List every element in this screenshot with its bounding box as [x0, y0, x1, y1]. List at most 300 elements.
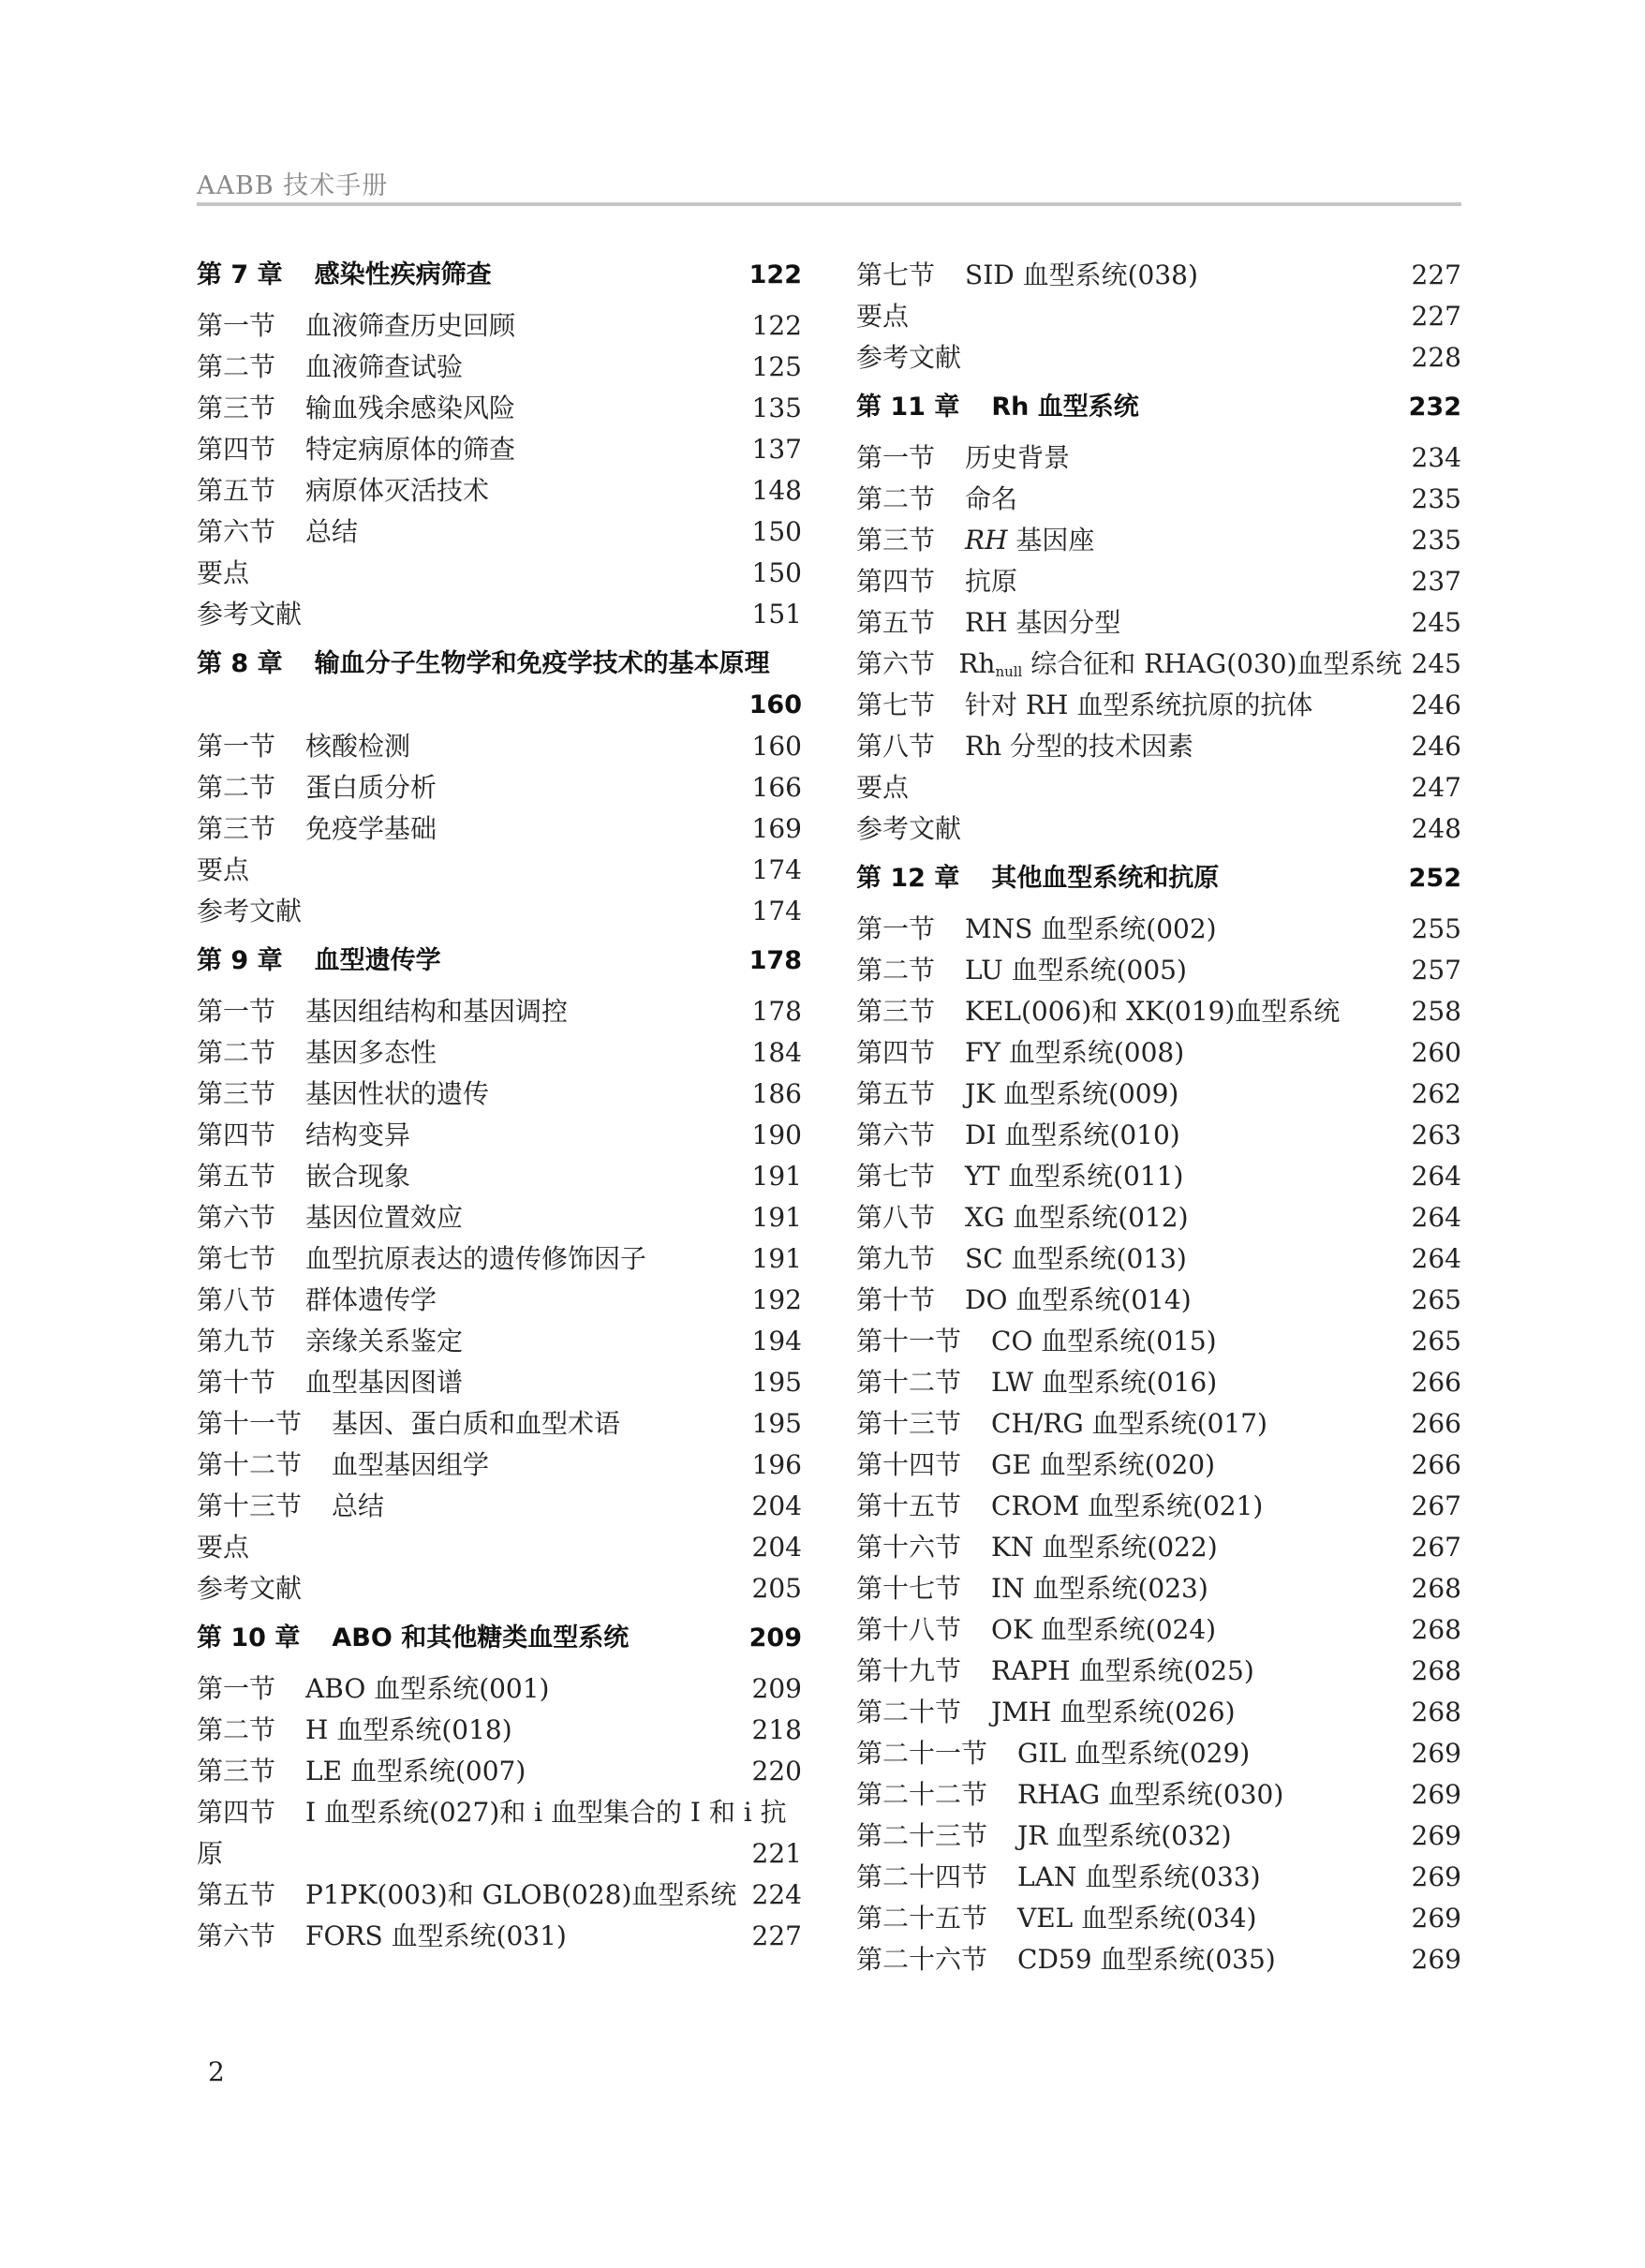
section-number: 第十二节: [197, 1449, 303, 1480]
chapter-number: 第 12 章: [856, 864, 960, 893]
toc-section-entry[interactable]: [197, 1238, 802, 1280]
toc-chapter-entry[interactable]: [856, 387, 1461, 428]
toc-section-entry[interactable]: [197, 1156, 802, 1197]
section-heading: [856, 1609, 1216, 1651]
italic-gene-name: RH: [965, 525, 1008, 556]
section-title: 基因位置效应: [305, 1202, 464, 1233]
section-title: LAN 血型系统(033): [1017, 1861, 1261, 1892]
toc-section-entry[interactable]: [856, 1115, 1461, 1156]
chapter-title: ABO 和其他糖类血型系统: [332, 1623, 630, 1653]
page-ref: 209: [748, 1623, 802, 1653]
section-number: 第二十五节: [856, 1903, 988, 1934]
toc-section-entry[interactable]: [856, 1527, 1461, 1568]
page-ref: 267: [1411, 1532, 1461, 1563]
toc-section-entry[interactable]: [197, 1032, 802, 1074]
page-ref: 194: [751, 1326, 802, 1356]
section-number: 第二十节: [856, 1697, 962, 1727]
page-ref: 268: [1411, 1697, 1461, 1727]
section-title: KN 血型系统(022): [991, 1532, 1218, 1563]
page-ref: 191: [751, 1243, 802, 1274]
section-title: 血型抗原表达的遗传修饰因子: [305, 1243, 647, 1274]
section-title: 基因、蛋白质和血型术语: [332, 1408, 621, 1439]
entry-title: 要点: [197, 557, 250, 588]
toc-section-entry[interactable]: [197, 429, 802, 470]
page-ref: 262: [1411, 1078, 1461, 1109]
section-title: DI 血型系统(010): [965, 1119, 1180, 1150]
toc-section-entry[interactable]: [856, 1074, 1461, 1115]
toc-section-entry[interactable]: [856, 1280, 1461, 1321]
section-heading: [197, 1321, 463, 1362]
toc-plain-entry[interactable]: [197, 850, 802, 891]
toc-section-entry[interactable]: [197, 1362, 802, 1403]
chapter-title: 血型遗传学: [314, 946, 441, 975]
section-number: 第八节: [197, 1284, 276, 1315]
chapter-number: 第 8 章: [197, 649, 283, 678]
section-title: LW 血型系统(016): [991, 1367, 1218, 1398]
section-number: 第十六节: [856, 1532, 962, 1563]
toc-section-entry[interactable]: [197, 470, 802, 511]
section-number: 第二十四节: [856, 1861, 988, 1892]
section-number: 第一节: [856, 442, 936, 473]
page-ref: 209: [751, 1673, 802, 1704]
section-heading: [197, 1403, 620, 1445]
section-title: RH 基因分型: [965, 607, 1121, 638]
section-number: 第一节: [197, 310, 276, 341]
chapter-title: 感染性疾病筛查: [314, 260, 492, 289]
page-ref: 228: [1411, 342, 1461, 373]
page-ref: 227: [1411, 301, 1461, 332]
section-heading: [197, 1197, 463, 1238]
section-number: 第七节: [856, 689, 936, 720]
section-title: 亲缘关系鉴定: [305, 1326, 464, 1356]
page-ref: 258: [1411, 996, 1461, 1027]
page-ref: 178: [748, 946, 802, 975]
section-number: 第三节: [197, 1078, 276, 1109]
section-title: OK 血型系统(024): [991, 1614, 1217, 1645]
chapter-heading-text: [197, 644, 770, 685]
section-heading: [197, 1074, 489, 1115]
toc-section-entry[interactable]: [197, 1403, 802, 1445]
page-ref: 266: [1411, 1367, 1461, 1398]
section-heading: [856, 1816, 1232, 1857]
section-title: SID 血型系统(038): [965, 259, 1198, 290]
section-number: 第一节: [197, 996, 276, 1027]
section-heading: [197, 1668, 549, 1710]
toc-section-entry[interactable]: [197, 1916, 802, 1957]
toc-right-column: [856, 255, 1461, 1980]
section-title: MNS 血型系统(002): [965, 913, 1217, 944]
section-number: 第三节: [856, 996, 936, 1027]
section-number: 第六节: [197, 1202, 276, 1233]
section-heading: [197, 726, 410, 767]
section-title: 蛋白质分析: [305, 772, 437, 803]
section-number: 第四节: [197, 1797, 276, 1828]
section-title: 基因多态性: [305, 1037, 437, 1068]
entry-title: 参考文献: [856, 342, 962, 373]
toc-section-entry[interactable]: [197, 347, 802, 388]
toc-section-entry[interactable]: [856, 520, 1461, 561]
toc-section-entry[interactable]: [197, 1445, 802, 1486]
section-line: [197, 1792, 802, 1833]
toc-section-entry[interactable]: [856, 1197, 1461, 1238]
section-number: 第六节: [197, 1920, 276, 1951]
section-heading: [856, 1857, 1261, 1898]
toc-section-entry[interactable]: [197, 1197, 802, 1238]
toc-section-entry[interactable]: [856, 1568, 1461, 1609]
page-ref: 204: [751, 1532, 802, 1563]
section-title: ABO 血型系统(001): [305, 1673, 550, 1704]
page-ref: 252: [1408, 864, 1461, 893]
toc-chapter-entry[interactable]: [197, 255, 802, 296]
section-title: LE 血型系统(007): [305, 1756, 526, 1786]
page-ref: 220: [751, 1756, 802, 1786]
toc-section-entry[interactable]: [856, 1486, 1461, 1527]
toc-section-entry[interactable]: [197, 1486, 802, 1527]
toc-section-entry[interactable]: [197, 1321, 802, 1362]
section-title: 嵌合现象: [305, 1161, 411, 1192]
section-heading: [856, 1280, 1192, 1321]
section-title: [965, 520, 1094, 561]
section-number: 第九节: [856, 1243, 936, 1274]
section-heading: [856, 909, 1217, 950]
section-title: 基因组结构和基因调控: [305, 996, 569, 1027]
toc-plain-entry[interactable]: [197, 1527, 802, 1568]
section-number: 第十八节: [856, 1614, 962, 1645]
section-number: 第十七节: [856, 1573, 962, 1604]
chapter-number: 第 10 章: [197, 1623, 301, 1653]
toc-section-entry[interactable]: [197, 1710, 802, 1751]
running-header: AABB 技术手册: [197, 171, 389, 200]
section-heading: [856, 1238, 1187, 1280]
section-heading: [197, 1751, 526, 1792]
entry-title: 要点: [197, 1532, 250, 1563]
toc-section-entry[interactable]: [856, 1238, 1461, 1280]
toc-section-entry[interactable]: [856, 1609, 1461, 1651]
title-rest: 基因座: [1007, 525, 1095, 556]
toc-section-entry[interactable]: [197, 1115, 802, 1156]
toc-section-entry[interactable]: [856, 1774, 1461, 1816]
section-title: 血型基因图谱: [305, 1367, 464, 1398]
section-heading: [856, 255, 1198, 296]
section-heading: [197, 1486, 384, 1527]
section-number: 第八节: [856, 731, 936, 762]
toc-chapter-entry[interactable]: [856, 858, 1461, 899]
page-ref: 174: [751, 854, 802, 885]
page-ref: 260: [1411, 1037, 1461, 1068]
section-title-continued: 原: [197, 1838, 224, 1869]
toc-left-column: [197, 255, 802, 1957]
entry-title: 参考文献: [197, 599, 303, 630]
toc-section-entry[interactable]: [856, 1445, 1461, 1486]
title-subscript: null: [995, 663, 1023, 680]
page-ref: 264: [1411, 1161, 1461, 1192]
toc-section-entry[interactable]: [197, 726, 802, 767]
section-number: 第九节: [197, 1326, 276, 1356]
section-number: 第十一节: [856, 1326, 962, 1356]
page-ref: 205: [751, 1573, 802, 1604]
toc-section-entry[interactable]: [197, 991, 802, 1032]
toc-section-entry[interactable]: [856, 437, 1461, 479]
toc-plain-entry[interactable]: [856, 767, 1461, 808]
page-ref: 246: [1411, 731, 1461, 762]
section-title: YT 血型系统(011): [965, 1161, 1184, 1192]
toc-section-entry[interactable]: [197, 1074, 802, 1115]
page-ref: 265: [1411, 1284, 1461, 1315]
toc-section-entry[interactable]: [197, 808, 802, 850]
toc-plain-entry[interactable]: [856, 337, 1461, 378]
entry-title: 要点: [856, 772, 910, 803]
section-title: IN 血型系统(023): [991, 1573, 1208, 1604]
section-title: 血液筛查历史回顾: [305, 310, 516, 341]
toc-plain-entry[interactable]: [197, 594, 802, 635]
section-heading: [197, 388, 515, 429]
page-ref: 269: [1411, 1861, 1461, 1892]
section-heading: [856, 1692, 1236, 1733]
section-number: 第六节: [856, 648, 936, 679]
toc-section-entry[interactable]: [197, 1875, 802, 1916]
section-title: LU 血型系统(005): [965, 955, 1187, 986]
toc-section-entry[interactable]: [197, 1792, 802, 1875]
section-heading: [856, 479, 1017, 520]
page-ref: 224: [751, 1879, 802, 1910]
section-heading: [856, 1321, 1217, 1362]
page-ref: 245: [1411, 648, 1461, 679]
section-title: KEL(006)和 XK(019)血型系统: [965, 996, 1341, 1027]
page-ref: 160: [748, 690, 802, 719]
page-ref: 135: [751, 393, 802, 423]
section-heading: [856, 991, 1340, 1032]
page-ref: 248: [1411, 813, 1461, 844]
section-number: 第十九节: [856, 1655, 962, 1686]
toc-plain-entry[interactable]: [197, 891, 802, 932]
page-ref: 227: [751, 1920, 802, 1951]
section-heading: [197, 1362, 463, 1403]
toc-section-entry[interactable]: [197, 388, 802, 429]
page-ref: 186: [751, 1078, 802, 1109]
section-number: 第七节: [856, 1161, 936, 1192]
toc-section-entry[interactable]: [856, 255, 1461, 296]
page-ref: 268: [1411, 1614, 1461, 1645]
section-heading: [197, 1280, 437, 1321]
toc-section-entry[interactable]: [856, 1733, 1461, 1774]
section-heading: [856, 950, 1187, 991]
section-title: CO 血型系统(015): [991, 1326, 1217, 1356]
toc-section-entry[interactable]: [856, 1156, 1461, 1197]
page-ref: 204: [751, 1490, 802, 1521]
section-title: 结构变异: [305, 1119, 411, 1150]
section-title: 血液筛查试验: [305, 351, 464, 382]
section-heading: [856, 1115, 1180, 1156]
page-ref: 266: [1411, 1449, 1461, 1480]
section-title: FY 血型系统(008): [965, 1037, 1185, 1068]
chapter-heading: [197, 1618, 629, 1659]
section-heading: [197, 511, 358, 553]
page-ref: 184: [751, 1037, 802, 1068]
page-ref: 257: [1411, 955, 1461, 986]
section-title: 核酸检测: [305, 731, 411, 762]
toc-section-entry[interactable]: [856, 1857, 1461, 1898]
section-heading: [197, 1875, 736, 1916]
toc-section-entry[interactable]: [856, 479, 1461, 520]
toc-section-entry[interactable]: [856, 1692, 1461, 1733]
toc-section-entry[interactable]: [856, 602, 1461, 644]
section-number: 第二十六节: [856, 1944, 988, 1975]
section-heading: [856, 685, 1312, 726]
toc-section-entry[interactable]: [856, 909, 1461, 950]
toc-chapter-entry[interactable]: [197, 941, 802, 982]
section-line-continued: [197, 1833, 802, 1875]
toc-section-entry[interactable]: [856, 726, 1461, 767]
toc-section-entry[interactable]: [197, 1668, 802, 1710]
toc-section-entry[interactable]: [197, 1751, 802, 1792]
page-ref: 174: [751, 896, 802, 926]
section-number: 第五节: [856, 1078, 936, 1109]
section-title: Rh 分型的技术因素: [965, 731, 1194, 762]
section-heading: [197, 347, 463, 388]
toc-section-entry[interactable]: [856, 1321, 1461, 1362]
section-heading: [197, 1115, 410, 1156]
section-number: 第六节: [856, 1119, 936, 1150]
section-heading: [856, 520, 1094, 561]
page-ref: 218: [751, 1714, 802, 1745]
section-number: 第六节: [197, 516, 276, 547]
section-number: 第一节: [197, 1673, 276, 1704]
section-title: 血型基因组学: [332, 1449, 490, 1480]
section-heading: [197, 808, 437, 850]
section-number: 第五节: [856, 607, 936, 638]
section-title: GE 血型系统(020): [991, 1449, 1216, 1480]
toc-section-entry[interactable]: [856, 1362, 1461, 1403]
toc-plain-entry[interactable]: [197, 1568, 802, 1609]
toc-section-entry[interactable]: [856, 1403, 1461, 1445]
section-title: CH/RG 血型系统(017): [991, 1408, 1267, 1439]
section-number: 第二十一节: [856, 1738, 988, 1769]
section-title: 针对 RH 血型系统抗原的抗体: [965, 689, 1313, 720]
page-ref: 266: [1411, 1408, 1461, 1439]
toc-chapter-entry[interactable]: [197, 1618, 802, 1659]
page-ref: 178: [751, 996, 802, 1027]
chapter-heading: [197, 255, 492, 296]
section-heading: [856, 1651, 1254, 1692]
section-number: 第一节: [197, 731, 276, 762]
section-title: 基因性状的遗传: [305, 1078, 490, 1109]
section-number: 第四节: [856, 1037, 936, 1068]
header-rule: [197, 202, 1461, 206]
section-number: 第二节: [197, 772, 276, 803]
toc-chapter-entry[interactable]: [197, 644, 802, 726]
toc-section-entry[interactable]: [856, 991, 1461, 1032]
section-number: 第三节: [197, 813, 276, 844]
page-ref: 122: [751, 310, 802, 341]
page-ref: 191: [751, 1161, 802, 1192]
section-title: 命名: [965, 483, 1018, 514]
page-ref: 232: [1408, 393, 1461, 422]
toc-section-entry[interactable]: [856, 561, 1461, 602]
section-number: 第三节: [856, 525, 936, 556]
section-title: 群体遗传学: [305, 1284, 437, 1315]
section-heading: [197, 1445, 489, 1486]
page-ref: 235: [1411, 483, 1461, 514]
chapter-heading: [197, 644, 802, 685]
section-number: 第五节: [197, 1879, 276, 1910]
entry-title: 要点: [197, 854, 250, 885]
chapter-heading: [197, 941, 441, 982]
section-heading: [856, 1774, 1283, 1816]
section-heading: [197, 1710, 512, 1751]
section-number: 第十节: [197, 1367, 276, 1398]
page-ref: 221: [751, 1838, 802, 1869]
section-number: 第七节: [856, 259, 936, 290]
page-ref: 265: [1411, 1326, 1461, 1356]
page-ref: 190: [751, 1119, 802, 1150]
section-number: 第二十三节: [856, 1820, 988, 1851]
section-heading: [197, 1916, 567, 1957]
section-number: 第七节: [197, 1243, 276, 1274]
page-ref: 234: [1411, 442, 1461, 473]
section-number: 第二节: [197, 1037, 276, 1068]
section-title: SC 血型系统(013): [965, 1243, 1187, 1274]
chapter-page-line: [197, 685, 802, 726]
chapter-title: 其他血型系统和抗原: [991, 864, 1220, 893]
toc-section-entry[interactable]: [197, 305, 802, 347]
section-heading: [856, 1445, 1215, 1486]
section-heading: [856, 1156, 1183, 1197]
toc-section-entry[interactable]: [856, 1032, 1461, 1074]
page-ref: 137: [751, 434, 802, 465]
section-title: RHAG 血型系统(030): [1017, 1779, 1284, 1810]
section-heading: [856, 1197, 1189, 1238]
section-title: 免疫学基础: [305, 813, 437, 844]
section-title: JR 血型系统(032): [1017, 1820, 1232, 1851]
section-number: 第二节: [197, 351, 276, 382]
page-ref: 269: [1411, 1820, 1461, 1851]
entry-title: 参考文献: [856, 813, 962, 844]
section-number: 第三节: [197, 1756, 276, 1786]
section-number: 第二节: [197, 1714, 276, 1745]
toc-plain-entry[interactable]: [197, 553, 802, 594]
page-number: 2: [208, 2056, 225, 2087]
page-ref: 269: [1411, 1944, 1461, 1975]
page-ref: 269: [1411, 1738, 1461, 1769]
toc-section-entry[interactable]: [197, 511, 802, 553]
section-number: 第二节: [856, 955, 936, 986]
section-title: GIL 血型系统(029): [1017, 1738, 1251, 1769]
section-heading: [856, 1939, 1276, 1980]
page-ref: 125: [751, 351, 802, 382]
toc-section-entry[interactable]: [856, 644, 1461, 685]
chapter-title: Rh 血型系统: [991, 393, 1139, 422]
page-ref: 245: [1411, 607, 1461, 638]
toc-section-entry[interactable]: [856, 1651, 1461, 1692]
section-title: I 血型系统(027)和 i 血型集合的 I 和 i 抗: [305, 1797, 787, 1828]
toc-plain-entry[interactable]: [856, 808, 1461, 850]
toc-section-entry[interactable]: [856, 950, 1461, 991]
toc-section-entry[interactable]: [856, 1898, 1461, 1939]
section-title: CD59 血型系统(035): [1017, 1944, 1276, 1975]
section-heading: [197, 991, 568, 1032]
toc-section-entry[interactable]: [856, 1939, 1461, 1980]
toc-section-entry[interactable]: [197, 1280, 802, 1321]
page-ref: 255: [1411, 913, 1461, 944]
section-title: 抗原: [965, 566, 1018, 597]
section-number: 第四节: [197, 1119, 276, 1150]
toc-plain-entry[interactable]: [856, 296, 1461, 337]
section-number: 第四节: [197, 434, 276, 465]
toc-section-entry[interactable]: [856, 1816, 1461, 1857]
toc-section-entry[interactable]: [197, 767, 802, 808]
section-number: 第十四节: [856, 1449, 962, 1480]
section-number: 第二十二节: [856, 1779, 988, 1810]
